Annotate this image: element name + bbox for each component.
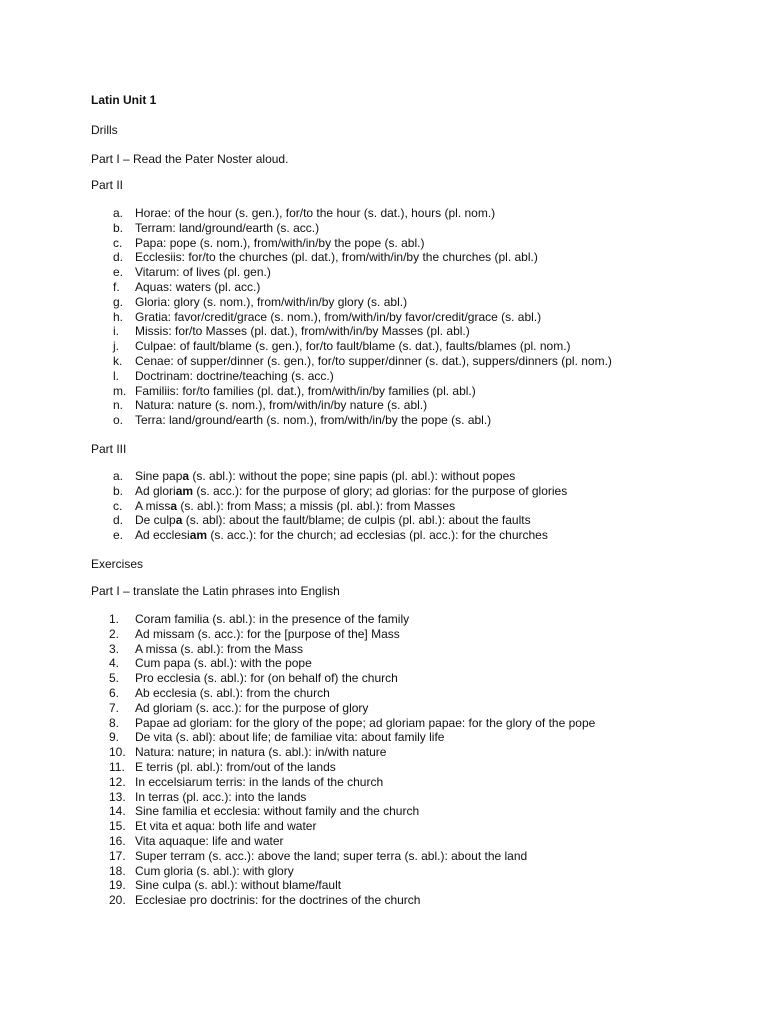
list-item-text: A missa (s. abl.): from the Mass — [135, 641, 304, 656]
list-item-text: Papa: pope (s. nom.), from/with/in/by the pope (s. abl.) — [135, 235, 425, 250]
list-item-text: Natura: nature; in natura (s. abl.): in/with nature — [135, 745, 387, 760]
list-item-text: Sine familia et ecclesia: without family and the church — [135, 804, 420, 819]
latin-ending: a — [175, 513, 183, 528]
latin-ending: a — [170, 498, 178, 513]
list-item-text — [135, 484, 567, 499]
list-marker: b. — [113, 220, 124, 235]
drills-part1-instruction: Part I – Read the Pater Noster aloud. — [91, 152, 289, 166]
list-marker: 12. — [109, 774, 126, 789]
list-item-text: Horae: of the hour (s. gen.), for/to the hour (s. dat.), hours (pl. nom.) — [135, 206, 496, 220]
drills-part2-heading: Part II — [91, 178, 124, 192]
list-item-text: Cum gloria (s. abl.): with glory — [135, 863, 294, 878]
list-marker: 19. — [109, 878, 126, 893]
list-item-text: Cum papa (s. abl.): with the pope — [135, 656, 312, 671]
list-marker: g. — [113, 294, 124, 309]
translation-text: (s. acc.): for the church; ad ecclesias (pl. acc.): for the churches — [207, 528, 548, 543]
list-item-text: Pro ecclesia (s. abl.): for (on behalf of) the church — [135, 671, 398, 686]
list-item-text — [135, 528, 548, 543]
list-item-text: Ad missam (s. acc.): for the [purpose of the] Mass — [135, 626, 400, 641]
list-marker: k. — [113, 353, 123, 368]
list-marker: n. — [113, 398, 124, 413]
list-item-text: Coram familia (s. abl.): in the presence of the family — [135, 612, 410, 626]
list-item-text: Doctrinam: doctrine/teaching (s. acc.) — [135, 368, 334, 383]
list-marker: 1. — [109, 612, 120, 626]
list-marker: i. — [113, 324, 119, 339]
list-marker: 20. — [109, 893, 126, 908]
list-item-text: Terra: land/ground/earth (s. nom.), from/with/in/by the pope (s. abl.) — [135, 413, 492, 428]
list-item-text: Vita aquaque: life and water — [135, 833, 284, 848]
list-marker: 13. — [109, 789, 126, 804]
latin-stem: Sine pap — [135, 469, 183, 483]
list-marker: b. — [113, 483, 124, 498]
latin-stem: Ad ecclesi — [135, 528, 190, 543]
list-marker: l. — [113, 368, 119, 383]
list-item-text: In eccelsiarum terris: in the lands of the church — [135, 774, 384, 789]
translation-text: (s. acc.): for the purpose of glory; ad glorias: for the purpose of glories — [193, 483, 568, 498]
list-marker: 17. — [109, 848, 126, 863]
list-item-text: Culpae: of fault/blame (s. gen.), for/to fault/blame (s. dat.), faults/blames (pl. nom.) — [135, 339, 571, 354]
list-item-text: Familiis: for/to families (pl. dat.), from/with/in/by families (pl. abl.) — [135, 383, 476, 398]
list-marker: e. — [113, 528, 124, 543]
list-marker: 7. — [109, 700, 120, 715]
translation-text: (s. abl.): without the pope; sine papis (pl. abl.): without popes — [189, 469, 516, 483]
list-marker: 9. — [109, 730, 120, 745]
exercises-part1-instruction: Part I – translate the Latin phrases into English — [91, 584, 340, 598]
list-marker: 3. — [109, 641, 120, 656]
document-title: Latin Unit 1 — [91, 93, 157, 107]
list-item-text: Vitarum: of lives (pl. gen.) — [135, 265, 271, 280]
list-item-text — [135, 513, 531, 528]
list-item-text: Ab ecclesia (s. abl.): from the church — [135, 685, 330, 700]
list-marker: 10. — [109, 745, 126, 760]
list-item-text: Ad gloriam (s. acc.): for the purpose of glory — [135, 700, 369, 715]
list-marker: f. — [113, 279, 120, 294]
list-marker: c. — [113, 235, 123, 250]
list-item-text — [135, 469, 515, 484]
list-marker: 14. — [109, 804, 126, 819]
list-marker: m. — [113, 383, 127, 398]
list-marker: e. — [113, 265, 124, 280]
list-marker: j. — [113, 339, 119, 354]
list-marker: 2. — [109, 626, 120, 641]
list-item-text: Sine culpa (s. abl.): without blame/fault — [135, 878, 342, 893]
list-item-text: E terris (pl. abl.): from/out of the lands — [135, 759, 336, 774]
list-marker: d. — [113, 250, 124, 265]
list-marker: o. — [113, 413, 124, 428]
list-marker: h. — [113, 309, 124, 324]
latin-ending: a — [182, 469, 190, 483]
translation-text: (s. abl): about the fault/blame; de culpis (pl. abl.): about the faults — [182, 513, 531, 528]
list-item-text: Missis: for/to Masses (pl. dat.), from/with/in/by Masses (pl. abl.) — [135, 324, 470, 339]
latin-stem: Ad glori — [135, 483, 176, 498]
list-item-text: Terram: land/ground/earth (s. acc.) — [135, 220, 320, 235]
list-item-text: Aquas: waters (pl. acc.) — [135, 279, 261, 294]
list-item-text: Gratia: favor/credit/grace (s. nom.), from/with/in/by favor/credit/grace (s. abl.) — [135, 309, 542, 324]
list-marker: c. — [113, 498, 123, 513]
list-marker: 6. — [109, 685, 120, 700]
translation-text: (s. abl.): from Mass; a missis (pl. abl.): from Masses — [177, 498, 456, 513]
list-item-text — [135, 499, 455, 514]
latin-stem: A miss — [135, 498, 171, 513]
list-marker: 11. — [109, 759, 125, 774]
drills-heading: Drills — [91, 123, 118, 137]
list-marker: 8. — [109, 715, 120, 730]
exercises-heading: Exercises — [91, 557, 144, 571]
list-item-text: Natura: nature (s. nom.), from/with/in/by nature (s. abl.) — [135, 398, 428, 413]
drills-part3-heading: Part III — [91, 442, 127, 456]
list-item-text: Super terram (s. acc.): above the land; super terra (s. abl.): about the land — [135, 848, 528, 863]
list-item-text: Gloria: glory (s. nom.), from/with/in/by glory (s. abl.) — [135, 294, 408, 309]
list-marker: a. — [113, 206, 124, 220]
list-item-text: Ecclesiae pro doctrinis: for the doctrines of the church — [135, 893, 421, 908]
list-marker: d. — [113, 513, 124, 528]
list-item-text: Papae ad gloriam: for the glory of the pope; ad gloriam papae: for the glory of the pope — [135, 715, 596, 730]
list-item-text: Ecclesiis: for/to the churches (pl. dat.), from/with/in/by the churches (pl. abl.) — [135, 250, 538, 265]
list-marker: 5. — [109, 671, 120, 686]
list-marker: 15. — [109, 819, 126, 834]
list-item-text: De vita (s. abl): about life; de familiae vita: about family life — [135, 730, 445, 745]
list-item-text: Cenae: of supper/dinner (s. gen.), for/to supper/dinner (s. dat.), suppers/dinners (pl. nom.) — [135, 353, 612, 368]
list-item-text: In terras (pl. acc.): into the lands — [135, 789, 307, 804]
latin-ending: am — [175, 483, 194, 498]
latin-stem: De culp — [135, 513, 176, 528]
list-item-text: Et vita et aqua: both life and water — [135, 819, 317, 834]
list-marker: 18. — [109, 863, 126, 878]
list-marker: 4. — [109, 656, 120, 671]
list-marker: 16. — [109, 833, 126, 848]
list-marker: a. — [113, 469, 124, 483]
latin-ending: am — [189, 528, 208, 543]
